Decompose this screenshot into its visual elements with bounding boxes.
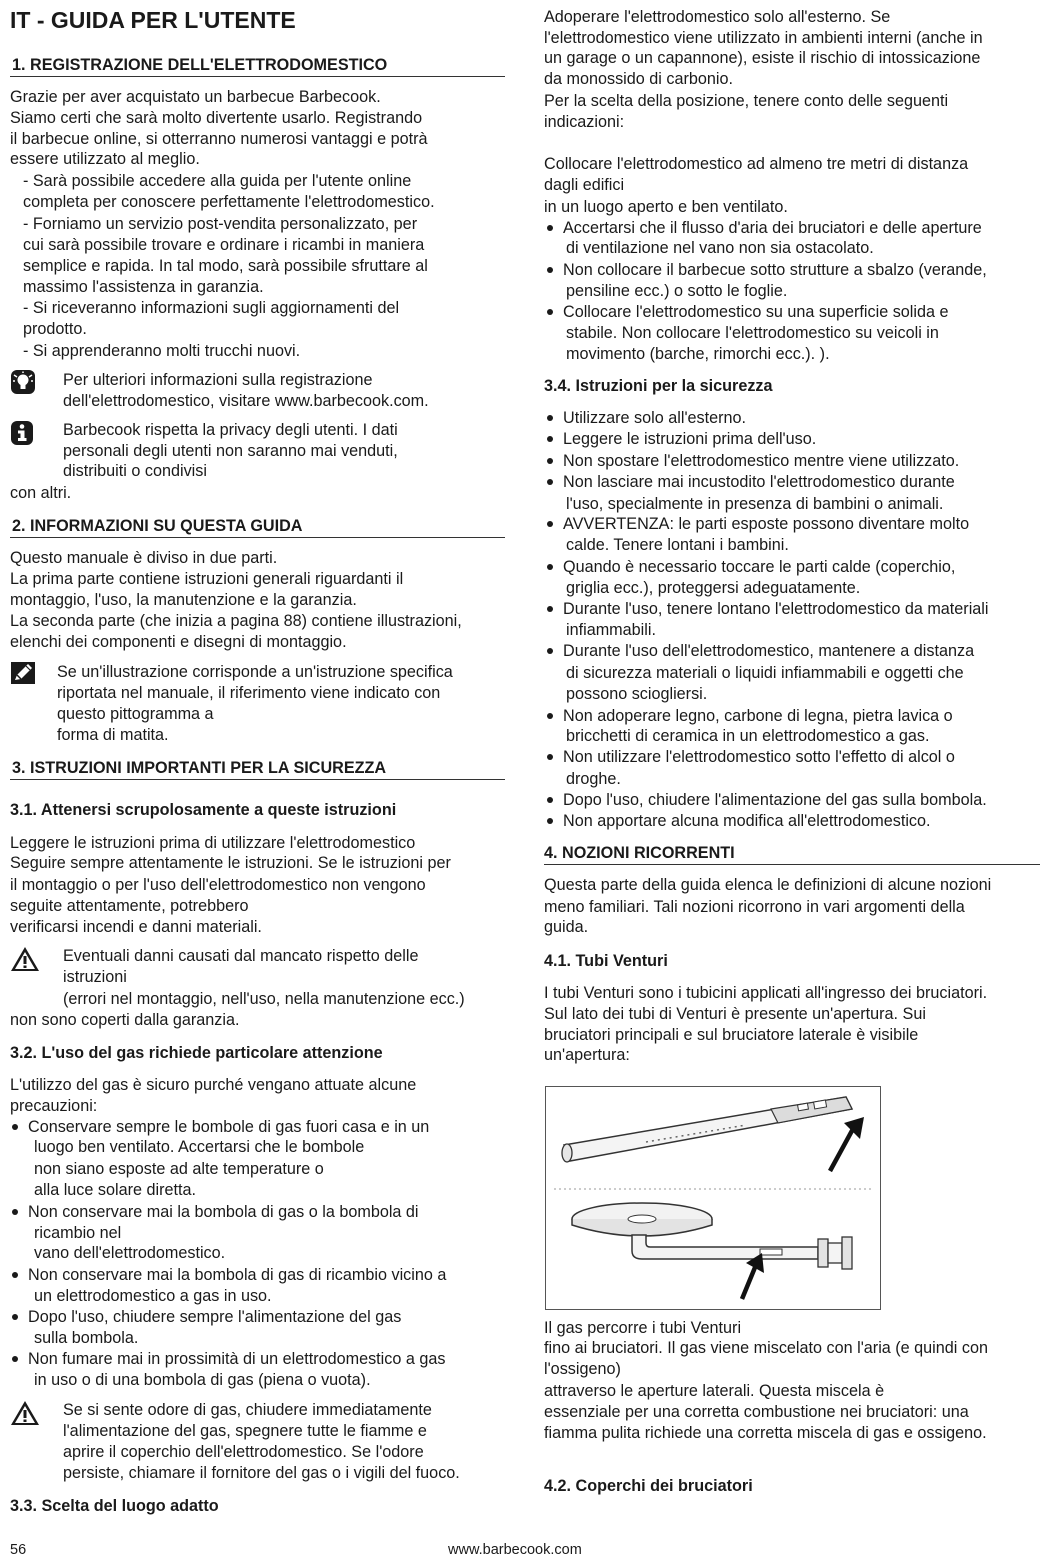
- s32-bullet-line: Conservare sempre le bombole di gas fuori casa e in un: [28, 1118, 430, 1136]
- bullet: [547, 564, 553, 570]
- s2-body-line: elenchi dei componenti e disegni di montaggio.: [10, 633, 347, 651]
- s34-bullet-line: Durante l'uso, tenere lontano l'elettrodomestico da materiali: [563, 600, 989, 618]
- section-divider: [10, 779, 505, 780]
- tips-icon: [10, 369, 36, 395]
- s2-body-line: La seconda parte (che inizia a pagina 88) contiene illustrazioni,: [10, 612, 462, 630]
- s41-after-line: attraverso le aperture laterali. Questa miscela è: [544, 1382, 885, 1400]
- s31-body-line: verificarsi incendi e danni materiali.: [10, 918, 262, 936]
- s34-bullet-line: l'uso, specialmente in presenza di bambini o animali.: [566, 495, 944, 513]
- s31-body-line: il montaggio o per l'uso dell'elettrodomestico non vengono: [10, 876, 426, 894]
- s33-body2-line: in un luogo aperto e ben ventilato.: [544, 198, 788, 216]
- s34-bullet-line: Non utilizzare l'elettrodomestico sotto l'effetto di alcol o: [563, 748, 955, 766]
- s33-bullet-line: Collocare l'elettrodomestico su una superficie solida e: [563, 303, 949, 321]
- s34-bullet-line: Non spostare l'elettrodomestico mentre viene utilizzato.: [563, 452, 960, 470]
- s1-note2-line: Barbecook rispetta la privacy degli utenti. I dati: [63, 421, 398, 439]
- bullet: [12, 1314, 18, 1320]
- s31-warning-line: istruzioni: [63, 968, 127, 986]
- s1-list-line: - Si apprenderanno molti trucchi nuovi.: [23, 342, 301, 360]
- s33-bullet-line: Accertarsi che il flusso d'aria dei bruciatori e delle aperture: [563, 219, 982, 237]
- bullet: [547, 606, 553, 612]
- s41-body-line: I tubi Venturi sono i tubicini applicati all'ingresso dei bruciatori.: [544, 984, 988, 1002]
- venturi-tube-illustration: [545, 1086, 881, 1310]
- s34-bullet-line: possono sciogliersi.: [566, 685, 708, 703]
- s34-bullet-line: Durante l'uso dell'elettrodomestico, mantenere a distanza: [563, 642, 975, 660]
- info-icon: [10, 420, 34, 446]
- s1-intro-line: essere utilizzato al meglio.: [10, 150, 200, 168]
- s32-warning-line: aprire il coperchio dell'elettrodomestico. Se l'odore: [63, 1443, 424, 1461]
- s41-after-line: Il gas percorre i tubi Venturi: [544, 1319, 742, 1337]
- s1-list-line: completa per conoscere perfettamente l'elettrodomestico.: [23, 193, 435, 211]
- s2-note-line: Se un'illustrazione corrisponde a un'istruzione specifica: [57, 663, 453, 681]
- s31-body-line: Leggere le istruzioni prima di utilizzare l'elettrodomestico: [10, 834, 416, 852]
- bullet: [547, 648, 553, 654]
- s32-bullet-line: non siano esposte ad alte temperature o: [34, 1160, 324, 1178]
- s1-list-line: prodotto.: [23, 320, 87, 338]
- s31-warning-tail: non sono coperti dalla garanzia.: [10, 1011, 240, 1029]
- s32-bullet-line: in uso o di una bombola di gas (piena o vuota).: [34, 1371, 371, 1389]
- bullet: [12, 1209, 18, 1215]
- s2-note-line: questo pittogramma a: [57, 705, 214, 723]
- bullet: [547, 225, 553, 231]
- s32-bullet-line: luogo ben ventilato. Accertarsi che le bombole: [34, 1138, 365, 1156]
- bullet: [547, 713, 553, 719]
- section-3-1-heading: 3.1. Attenersi scrupolosamente a queste istruzioni: [10, 801, 397, 819]
- s33-bullet-line: di ventilazione nel vano non sia ostacolato.: [566, 239, 874, 257]
- s33-bullet-line: Non collocare il barbecue sotto strutture a sbalzo (verande,: [563, 261, 987, 279]
- s32-bullet-line: Dopo l'uso, chiudere sempre l'alimentazione del gas: [28, 1308, 402, 1326]
- page-title: IT - GUIDA PER L'UTENTE: [10, 7, 296, 33]
- s32-bullet-line: Non conservare mai la bombola di gas o la bombola di: [28, 1203, 419, 1221]
- s32-bullet-line: un elettrodomestico a gas in uso.: [34, 1287, 272, 1305]
- section-3-4-heading: 3.4. Istruzioni per la sicurezza: [544, 377, 773, 395]
- s2-body-line: Questo manuale è diviso in due parti.: [10, 549, 278, 567]
- s41-after-line: essenziale per una corretta combustione nei bruciatori: una: [544, 1403, 969, 1421]
- s33-body-line: indicazioni:: [544, 113, 625, 131]
- section-3-3-heading: 3.3. Scelta del luogo adatto: [10, 1497, 219, 1515]
- s33-body-line: un garage o un capannone), esiste il rischio di intossicazione: [544, 49, 981, 67]
- s34-bullet-line: droghe.: [566, 770, 621, 788]
- s32-intro-line: L'utilizzo del gas è sicuro purché vengano attuate alcune: [10, 1076, 417, 1094]
- s41-after-line: l'ossigeno): [544, 1360, 621, 1378]
- s2-note-line: forma di matita.: [57, 726, 169, 744]
- bullet: [547, 479, 553, 485]
- s41-body-line: Sul lato dei tubi di Venturi è presente un'apertura. Sui: [544, 1005, 926, 1023]
- s1-intro-line: Grazie per aver acquistato un barbecue Barbecook.: [10, 88, 381, 106]
- s32-bullet-line: ricambio nel: [34, 1224, 122, 1242]
- section-4-1-heading: 4.1. Tubi Venturi: [544, 952, 668, 970]
- bullet: [12, 1272, 18, 1278]
- warning-icon: [10, 946, 40, 972]
- section-divider: [544, 864, 1040, 865]
- s34-bullet-line: di sicurezza materiali o liquidi infiammabili e oggetti che: [566, 664, 964, 682]
- section-divider: [10, 537, 505, 538]
- warning-icon: [10, 1400, 40, 1426]
- s34-bullet-line: infiammabili.: [566, 621, 656, 639]
- bullet: [547, 754, 553, 760]
- s32-bullet-line: sulla bombola.: [34, 1329, 139, 1347]
- bullet: [12, 1356, 18, 1362]
- s1-note2-line: personali degli utenti non saranno mai venduti,: [63, 442, 398, 460]
- s41-body-line: bruciatori principali e sul bruciatore laterale è visibile: [544, 1026, 919, 1044]
- s33-body-line: l'elettrodomestico viene utilizzato in ambienti interni (anche in: [544, 29, 983, 47]
- s33-body-line: Per la scelta della posizione, tenere conto delle seguenti: [544, 92, 949, 110]
- s2-body-line: La prima parte contiene istruzioni generali riguardanti il: [10, 570, 404, 588]
- s1-list-line: massimo l'assistenza in garanzia.: [23, 278, 264, 296]
- s1-list-line: - Sarà possibile accedere alla guida per l'utente online: [23, 172, 412, 190]
- s32-intro-line: precauzioni:: [10, 1097, 98, 1115]
- s34-bullet-line: Quando è necessario toccare le parti calde (coperchio,: [563, 558, 956, 576]
- s1-list-line: - Forniamo un servizio post-vendita personalizzato, per: [23, 215, 418, 233]
- s34-bullet-line: Non adoperare legno, carbone di legna, pietra lavica o: [563, 707, 953, 725]
- s34-bullet-line: calde. Tenere lontani i bambini.: [566, 536, 789, 554]
- s33-body-line: da monossido di carbonio.: [544, 70, 733, 88]
- section-4-2-heading: 4.2. Coperchi dei bruciatori: [544, 1477, 753, 1495]
- section-2-heading: 2. INFORMAZIONI SU QUESTA GUIDA: [12, 517, 303, 535]
- bullet: [547, 415, 553, 421]
- s31-body-line: Seguire sempre attentamente le istruzioni. Se le istruzioni per: [10, 854, 451, 872]
- s34-bullet-line: griglia ecc.), proteggersi adeguatamente.: [566, 579, 861, 597]
- section-4-heading: 4. NOZIONI RICORRENTI: [544, 844, 735, 862]
- venturi-tube-drawing: [546, 1087, 880, 1309]
- section-1-heading: 1. REGISTRAZIONE DELL'ELETTRODOMESTICO: [12, 56, 388, 74]
- bullet: [547, 458, 553, 464]
- s32-bullet-line: alla luce solare diretta.: [34, 1181, 196, 1199]
- s1-intro-line: Siamo certi che sarà molto divertente usarlo. Registrando: [10, 109, 423, 127]
- s34-bullet-line: Leggere le istruzioni prima dell'uso.: [563, 430, 817, 448]
- bullet: [547, 436, 553, 442]
- s1-list-line: semplice e rapida. In tal modo, sarà possibile sfruttare al: [23, 257, 428, 275]
- s34-bullet-line: Non lasciare mai incustodito l'elettrodomestico durante: [563, 473, 955, 491]
- s32-warning-line: l'alimentazione del gas, spegnere tutte le fiamme e: [63, 1422, 427, 1440]
- s32-warning-line: persiste, chiamare il fornitore del gas o i vigili del fuoco.: [63, 1464, 460, 1482]
- s32-bullet-line: Non conservare mai la bombola di gas di ricambio vicino a: [28, 1266, 447, 1284]
- s31-warning-line: (errori nel montaggio, nell'uso, nella manutenzione ecc.): [63, 990, 465, 1008]
- s4-intro-line: Questa parte della guida elenca le definizioni di alcune nozioni: [544, 876, 992, 894]
- s31-body-line: seguite attentamente, potrebbero: [10, 897, 249, 915]
- bullet: [547, 521, 553, 527]
- s4-intro-line: guida.: [544, 918, 589, 936]
- s33-body2-line: Collocare l'elettrodomestico ad almeno tre metri di distanza: [544, 155, 969, 173]
- s34-bullet-line: Non apportare alcuna modifica all'elettrodomestico.: [563, 812, 931, 830]
- page-number: 56: [10, 1542, 27, 1558]
- bullet: [547, 267, 553, 273]
- section-divider: [10, 76, 505, 77]
- s1-note2-line: distribuiti o condivisi: [63, 462, 207, 480]
- s33-body2-line: dagli edifici: [544, 176, 625, 194]
- bullet: [547, 309, 553, 315]
- s32-bullet-line: vano dell'elettrodomestico.: [34, 1244, 226, 1262]
- s33-bullet-line: movimento (barche, rimorchi ecc.). ).: [566, 345, 830, 363]
- s33-bullet-line: pensiline ecc.) o sotto le foglie.: [566, 282, 788, 300]
- section-3-2-heading: 3.2. L'uso del gas richiede particolare attenzione: [10, 1044, 383, 1062]
- s32-warning-line: Se si sente odore di gas, chiudere immediatamente: [63, 1401, 432, 1419]
- bullet: [547, 797, 553, 803]
- s41-after-line: fino ai bruciatori. Il gas viene miscelato con l'aria (e quindi con: [544, 1339, 988, 1357]
- s4-intro-line: meno familiari. Tali nozioni ricorrono in vari argomenti della: [544, 898, 965, 916]
- section-3-heading: 3. ISTRUZIONI IMPORTANTI PER LA SICUREZZA: [12, 759, 387, 777]
- s34-bullet-line: Utilizzare solo all'esterno.: [563, 409, 747, 427]
- footer-url[interactable]: www.barbecook.com: [448, 1542, 582, 1558]
- s41-after-line: fiamma pulita richiede una corretta miscela di gas e ossigeno.: [544, 1424, 987, 1442]
- bullet: [12, 1124, 18, 1130]
- pencil-icon: [10, 661, 36, 685]
- s2-body-line: montaggio, l'uso, la manutenzione e la garanzia.: [10, 591, 357, 609]
- s2-note-line: riportata nel manuale, il riferimento viene indicato con: [57, 684, 441, 702]
- s1-note1-line: dell'elettrodomestico, visitare www.barbecook.com.: [63, 392, 429, 410]
- s34-bullet-line: bricchetti di ceramica in un elettrodomestico a gas.: [566, 727, 930, 745]
- s32-bullet-line: Non fumare mai in prossimità di un elettrodomestico a gas: [28, 1350, 446, 1368]
- s41-body-line: un'apertura:: [544, 1046, 630, 1064]
- s34-bullet-line: Dopo l'uso, chiudere l'alimentazione del gas sulla bombola.: [563, 791, 987, 809]
- s1-note1-line: Per ulteriori informazioni sulla registrazione: [63, 371, 373, 389]
- s31-warning-line: Eventuali danni causati dal mancato rispetto delle: [63, 947, 419, 965]
- s1-note2-tail: con altri.: [10, 484, 72, 502]
- s33-body-line: Adoperare l'elettrodomestico solo all'esterno. Se: [544, 8, 891, 26]
- s1-list-line: - Si riceveranno informazioni sugli aggiornamenti del: [23, 299, 400, 317]
- s33-bullet-line: stabile. Non collocare l'elettrodomestico su veicoli in: [566, 324, 939, 342]
- s1-intro-line: il barbecue online, si otterranno numerosi vantaggi e potrà: [10, 130, 428, 148]
- s1-list-line: cui sarà possibile trovare e ordinare i ricambi in maniera: [23, 236, 425, 254]
- s34-bullet-line: AVVERTENZA: le parti esposte possono diventare molto: [563, 515, 970, 533]
- bullet: [547, 818, 553, 824]
